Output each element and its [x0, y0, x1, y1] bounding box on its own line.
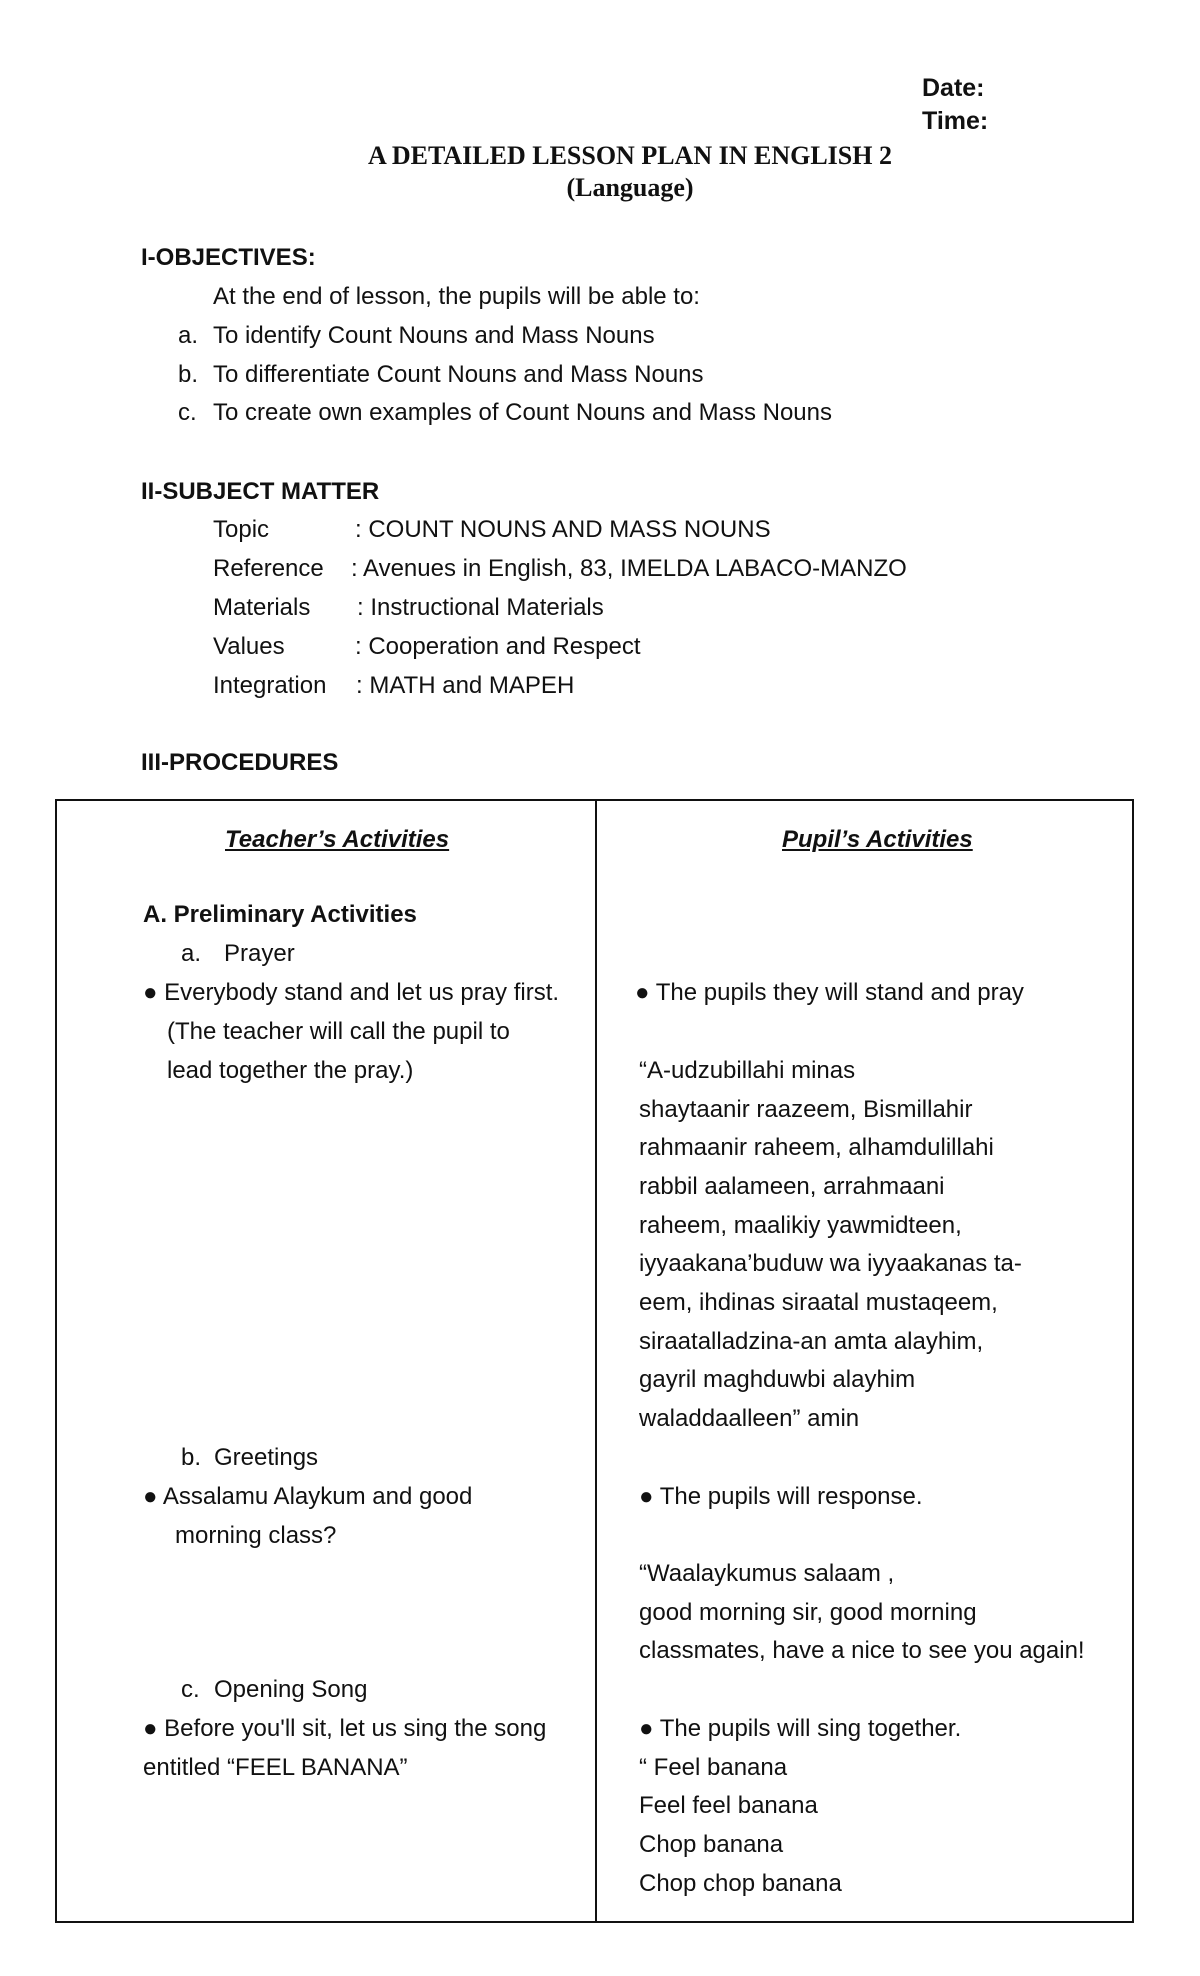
greetings-instruction: ● Assalamu Alaykum and good [143, 1483, 473, 1510]
objective-letter: b. [178, 361, 199, 388]
prayer-text-line: eem, ihdinas siraatal mustaqeem, [639, 1289, 998, 1316]
song-lyric-line: Feel feel banana [639, 1792, 818, 1819]
subject-values-label: Values [213, 633, 285, 660]
song-lyric-line: Chop chop banana [639, 1870, 842, 1897]
subject-topic-label: Topic [213, 516, 270, 543]
procedures-heading: III-PROCEDURES [141, 749, 339, 776]
objective-letter: a. [178, 322, 199, 349]
prayer-text-line: raheem, maalikiy yawmidteen, [639, 1212, 962, 1239]
prayer-text-line: siraatalladzina-an amta alayhim, [639, 1328, 984, 1355]
column-divider [595, 801, 597, 1921]
subject-materials-value: : Instructional Materials [357, 594, 604, 621]
objectives-intro: At the end of lesson, the pupils will be able to: [213, 283, 700, 310]
song-letter: c. [181, 1676, 200, 1703]
song-instruction: entitled “FEEL BANANA” [143, 1754, 408, 1781]
subject-topic-value: : COUNT NOUNS AND MASS NOUNS [355, 516, 771, 543]
prayer-text-line: iyyaakana’buduw wa iyyaakanas ta- [639, 1250, 1022, 1277]
song-instruction: ● Before you'll sit, let us sing the song [143, 1715, 547, 1742]
subject-materials-label: Materials [213, 594, 311, 621]
prayer-text-line: rahmaanir raheem, alhamdulillahi [639, 1134, 994, 1161]
pupil-greeting-response: ● The pupils will response. [639, 1483, 923, 1510]
time-label: Time: [922, 107, 989, 135]
subject-integration-value: : MATH and MAPEH [356, 672, 575, 699]
date-label: Date: [922, 74, 985, 102]
prayer-letter: a. [181, 940, 202, 967]
subject-reference-label: Reference [213, 555, 324, 582]
objectives-heading: I-OBJECTIVES: [141, 244, 316, 271]
subject-integration-label: Integration [213, 672, 327, 699]
objective-letter: c. [178, 399, 197, 426]
prayer-text-line: waladdaalleen” amin [639, 1405, 860, 1432]
pupil-prayer-response: ● The pupils they will stand and pray [635, 979, 1024, 1006]
prayer-text-line: shaytaanir raazeem, Bismillahir [639, 1096, 973, 1123]
pupil-activities-header: Pupil’s Activities [782, 826, 973, 853]
activities-table [55, 799, 1134, 1923]
greetings-label: Greetings [214, 1444, 319, 1471]
prayer-instruction: lead together the pray.) [167, 1057, 414, 1084]
greetings-letter: b. [181, 1444, 202, 1471]
prayer-text-line: rabbil aalameen, arrahmaani [639, 1173, 945, 1200]
greeting-text-line: good morning sir, good morning [639, 1599, 977, 1626]
document-title: A DETAILED LESSON PLAN IN ENGLISH 2 [368, 141, 892, 170]
objective-item: To identify Count Nouns and Mass Nouns [213, 322, 655, 349]
prayer-instruction: ● Everybody stand and let us pray first. [143, 979, 560, 1006]
objective-item: To create own examples of Count Nouns and Mass Nouns [213, 399, 832, 426]
prayer-text-line: gayril maghduwbi alayhim [639, 1366, 916, 1393]
song-lyric-line: Chop banana [639, 1831, 784, 1858]
prayer-text-line: “A-udzubillahi minas [639, 1057, 856, 1084]
prayer-label: Prayer [224, 940, 295, 967]
song-label: Opening Song [214, 1676, 368, 1703]
subject-values-value: : Cooperation and Respect [355, 633, 641, 660]
greetings-instruction: morning class? [175, 1522, 337, 1549]
objective-item: To differentiate Count Nouns and Mass Nouns [213, 361, 704, 388]
preliminary-activities-heading: A. Preliminary Activities [143, 901, 417, 928]
subject-matter-heading: II-SUBJECT MATTER [141, 478, 380, 505]
greeting-text-line: “Waalaykumus salaam , [639, 1560, 895, 1587]
subject-reference-value: : Avenues in English, 83, IMELDA LABACO-MANZO [351, 555, 907, 582]
song-lyric-line: “ Feel banana [639, 1754, 788, 1781]
teacher-activities-header: Teacher’s Activities [225, 826, 450, 853]
pupil-song-response: ● The pupils will sing together. [639, 1715, 962, 1742]
document-subtitle: (Language) [566, 173, 694, 202]
greeting-text-line: classmates, have a nice to see you again! [639, 1637, 1085, 1664]
prayer-instruction: (The teacher will call the pupil to [167, 1018, 510, 1045]
date-time-block [922, 72, 988, 138]
